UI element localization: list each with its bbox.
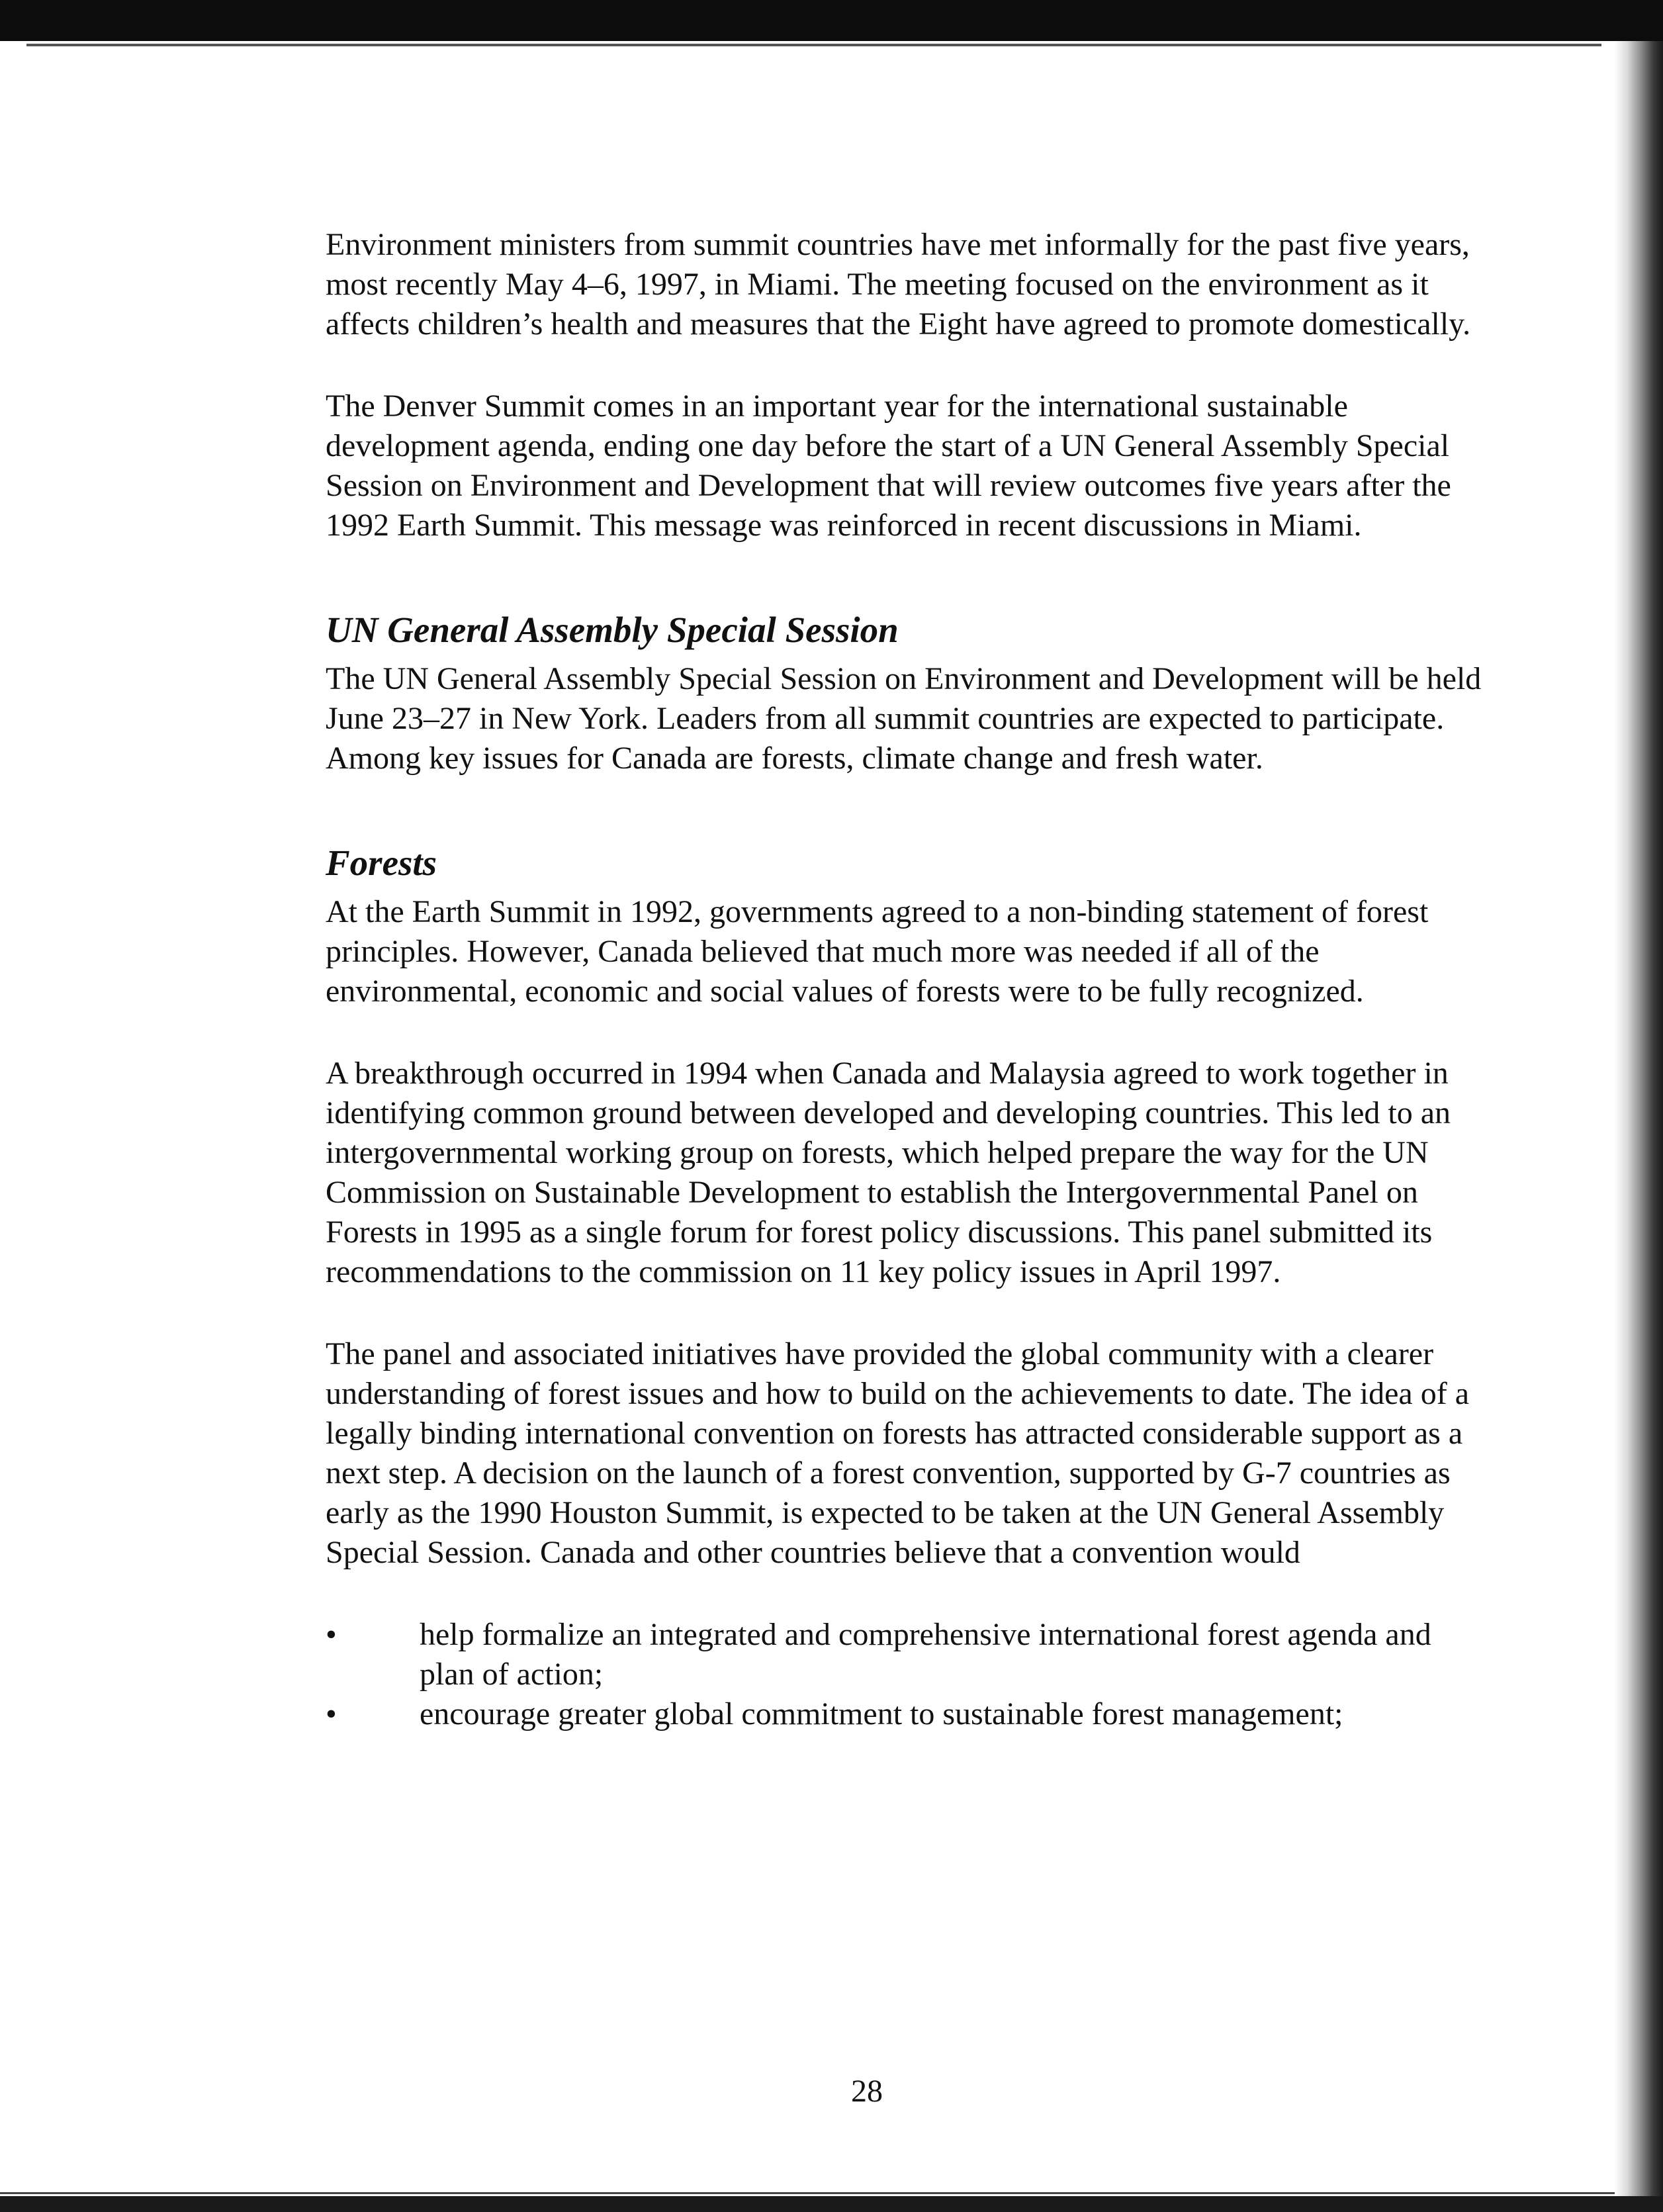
- scan-top-rule: [26, 44, 1601, 46]
- page-number: 28: [851, 2074, 883, 2109]
- list-item: [326, 1694, 1490, 1734]
- list-item-text: help formalize an integrated and comprehensive international forest agenda and plan of action;: [420, 1617, 1431, 1692]
- list-item: [326, 1615, 1490, 1694]
- paragraph-denver-summit: The Denver Summit comes in an important year for the international sustainable development agenda, ending one day before the start of a UN General Assembly Special Session on Environment and Development that will review outcomes five years after the 1992 Earth Summit. This message was reinforced in recent discussions in Miami.: [326, 389, 1451, 543]
- heading-un-general-assembly: UN General Assembly Special Session: [326, 610, 899, 650]
- paragraph-ministers-meeting: Environment ministers from summit countries have met informally for the past five years, most recently May 4–6, 1997, in Miami. The meeting focused on the environment as it affects children’s health and measures that the Eight have agreed to promote domestically.: [326, 227, 1471, 342]
- paragraph-earth-summit-forests: At the Earth Summit in 1992, governments agreed to a non-binding statement of forest principles. However, Canada believed that much more was needed if all of the environmental, economic and social values of forests were to be fully recognized.: [326, 894, 1429, 1009]
- heading-forests: Forests: [326, 843, 437, 883]
- scan-top-border: [0, 0, 1663, 41]
- paragraph-forest-convention: The panel and associated initiatives have provided the global community with a clearer understanding of forest issues and how to build on the achievements to date. The idea of a legally binding international convention on forests has attracted considerable support as a next step. A decision on the launch of a forest convention, supported by G-7 countries as early as the 1990 Houston Summit, is expected to be taken at the UN General Assembly Special Session. Canada and other countries believe that a convention would: [326, 1336, 1469, 1570]
- convention-benefits-list: [326, 1615, 1490, 1734]
- bullet-icon: •: [326, 1696, 337, 1731]
- scan-right-edge-shadow: [1615, 41, 1663, 2212]
- scan-bottom-rule: [0, 2192, 1615, 2194]
- list-item-text: encourage greater global commitment to sustainable forest management;: [420, 1696, 1343, 1731]
- paragraph-breakthrough-1994: A breakthrough occurred in 1994 when Canada and Malaysia agreed to work together in identifying common ground between developed and developing countries. This led to an intergovernmental working group on forests, which helped prepare the way for the UN Commission on Sustainable Development to establish the Intergovernmental Panel on Forests in 1995 as a single forum for forest policy discussions. This panel submitted its recommendations to the commission on 11 key policy issues in April 1997.: [326, 1056, 1451, 1289]
- scan-bottom-border: [0, 2196, 1663, 2212]
- page-body: [326, 225, 1490, 1734]
- bullet-icon: •: [326, 1617, 337, 1652]
- paragraph-special-session: The UN General Assembly Special Session on Environment and Development will be held June 23–27 in New York. Leaders from all summit countries are expected to participate. Among key issues for Canada are forests, climate change and fresh water.: [326, 661, 1482, 776]
